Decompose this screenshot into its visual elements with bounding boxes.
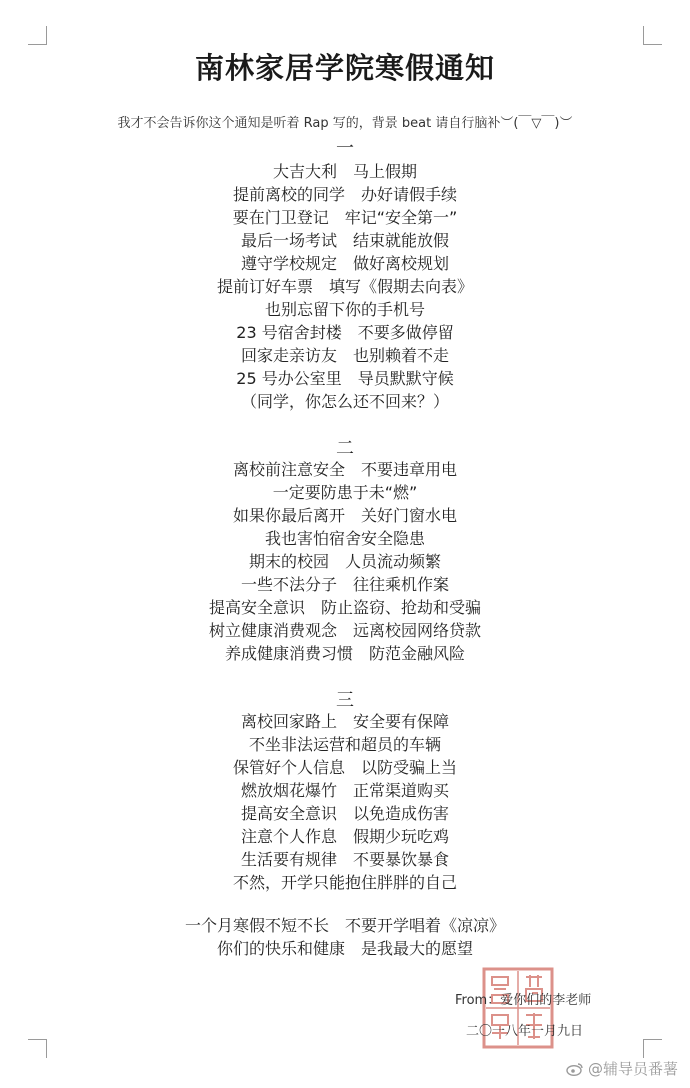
closing-line: 你们的快乐和健康 是我最大的愿望 bbox=[216, 939, 473, 958]
crop-mark-bottom-left bbox=[28, 1039, 47, 1058]
poem-line: 23 号宿舍封楼 不要多做停留 bbox=[236, 323, 454, 342]
poem-line: 大吉大利 马上假期 bbox=[272, 162, 417, 181]
poem-line: 期末的校园 人员流动频繁 bbox=[248, 552, 441, 571]
section-number-1: 一 bbox=[336, 138, 354, 159]
poem-line: 最后一场考试 结束就能放假 bbox=[240, 231, 449, 250]
closing-line: 一个月寒假不短不长 不要开学唱着《凉凉》 bbox=[184, 916, 505, 935]
poem-line: 燃放烟花爆竹 正常渠道购买 bbox=[240, 781, 449, 800]
poem-line: 遵守学校规定 做好离校规划 bbox=[240, 254, 449, 273]
poem-line: （同学，你怎么还不回来？） bbox=[240, 392, 449, 411]
signature-from: From：爱你们的李老师 bbox=[455, 993, 592, 1008]
poem-line: 生活要有规律 不要暴饮暴食 bbox=[240, 850, 449, 869]
poem-line: 25 号办公室里 导员默默守候 bbox=[236, 369, 454, 388]
crop-mark-top-left bbox=[28, 26, 47, 45]
intro-note: 我才不会告诉你这个通知是听着 Rap 写的，背景 beat 请自行脑补︶(￣▽￣)︶ bbox=[117, 116, 573, 131]
poem-line: 也别忘留下你的手机号 bbox=[264, 300, 425, 319]
watermark-text: @辅导员番薯 bbox=[587, 1060, 678, 1078]
poem-line: 养成健康消费习惯 防范金融风险 bbox=[224, 644, 465, 663]
poem-line: 提高安全意识 以免造成伤害 bbox=[240, 804, 449, 823]
poem-line: 树立健康消费观念 远离校园网络贷款 bbox=[208, 621, 481, 640]
poem-line: 我也害怕宿舍安全隐患 bbox=[264, 529, 425, 548]
section-number-2: 二 bbox=[336, 438, 354, 459]
poem-line: 不然，开学只能抱住胖胖的自己 bbox=[232, 873, 457, 892]
weibo-watermark bbox=[566, 1058, 678, 1079]
signature-date: 二〇一八年一月九日 bbox=[466, 1024, 584, 1039]
poem-line: 提前离校的同学 办好请假手续 bbox=[232, 185, 457, 204]
poem-line: 离校回家路上 安全要有保障 bbox=[240, 712, 449, 731]
poem-line: 提高安全意识 防止盗窃、抢劫和受骗 bbox=[208, 598, 481, 617]
weibo-icon bbox=[566, 1062, 584, 1076]
poem-line: 不坐非法运营和超员的车辆 bbox=[248, 735, 441, 754]
document-title: 南林家居学院寒假通知 bbox=[194, 51, 495, 85]
poem-line: 一些不法分子 往往乘机作案 bbox=[240, 575, 449, 594]
crop-mark-top-right bbox=[643, 26, 662, 45]
section-number-3: 三 bbox=[336, 690, 354, 711]
poem-line: 一定要防患于未“燃” bbox=[272, 483, 418, 502]
crop-mark-bottom-right bbox=[643, 1039, 662, 1058]
poem-line: 离校前注意安全 不要违章用电 bbox=[232, 460, 457, 479]
poem-line: 保管好个人信息 以防受骗上当 bbox=[232, 758, 457, 777]
poem-line: 回家走亲访友 也别赖着不走 bbox=[240, 346, 449, 365]
poem-line: 注意个人作息 假期少玩吃鸡 bbox=[240, 827, 449, 846]
poem-line: 要在门卫登记 牢记“安全第一” bbox=[232, 208, 458, 227]
poem-line: 如果你最后离开 关好门窗水电 bbox=[232, 506, 457, 525]
poem-line: 提前订好车票 填写《假期去向表》 bbox=[216, 277, 473, 296]
